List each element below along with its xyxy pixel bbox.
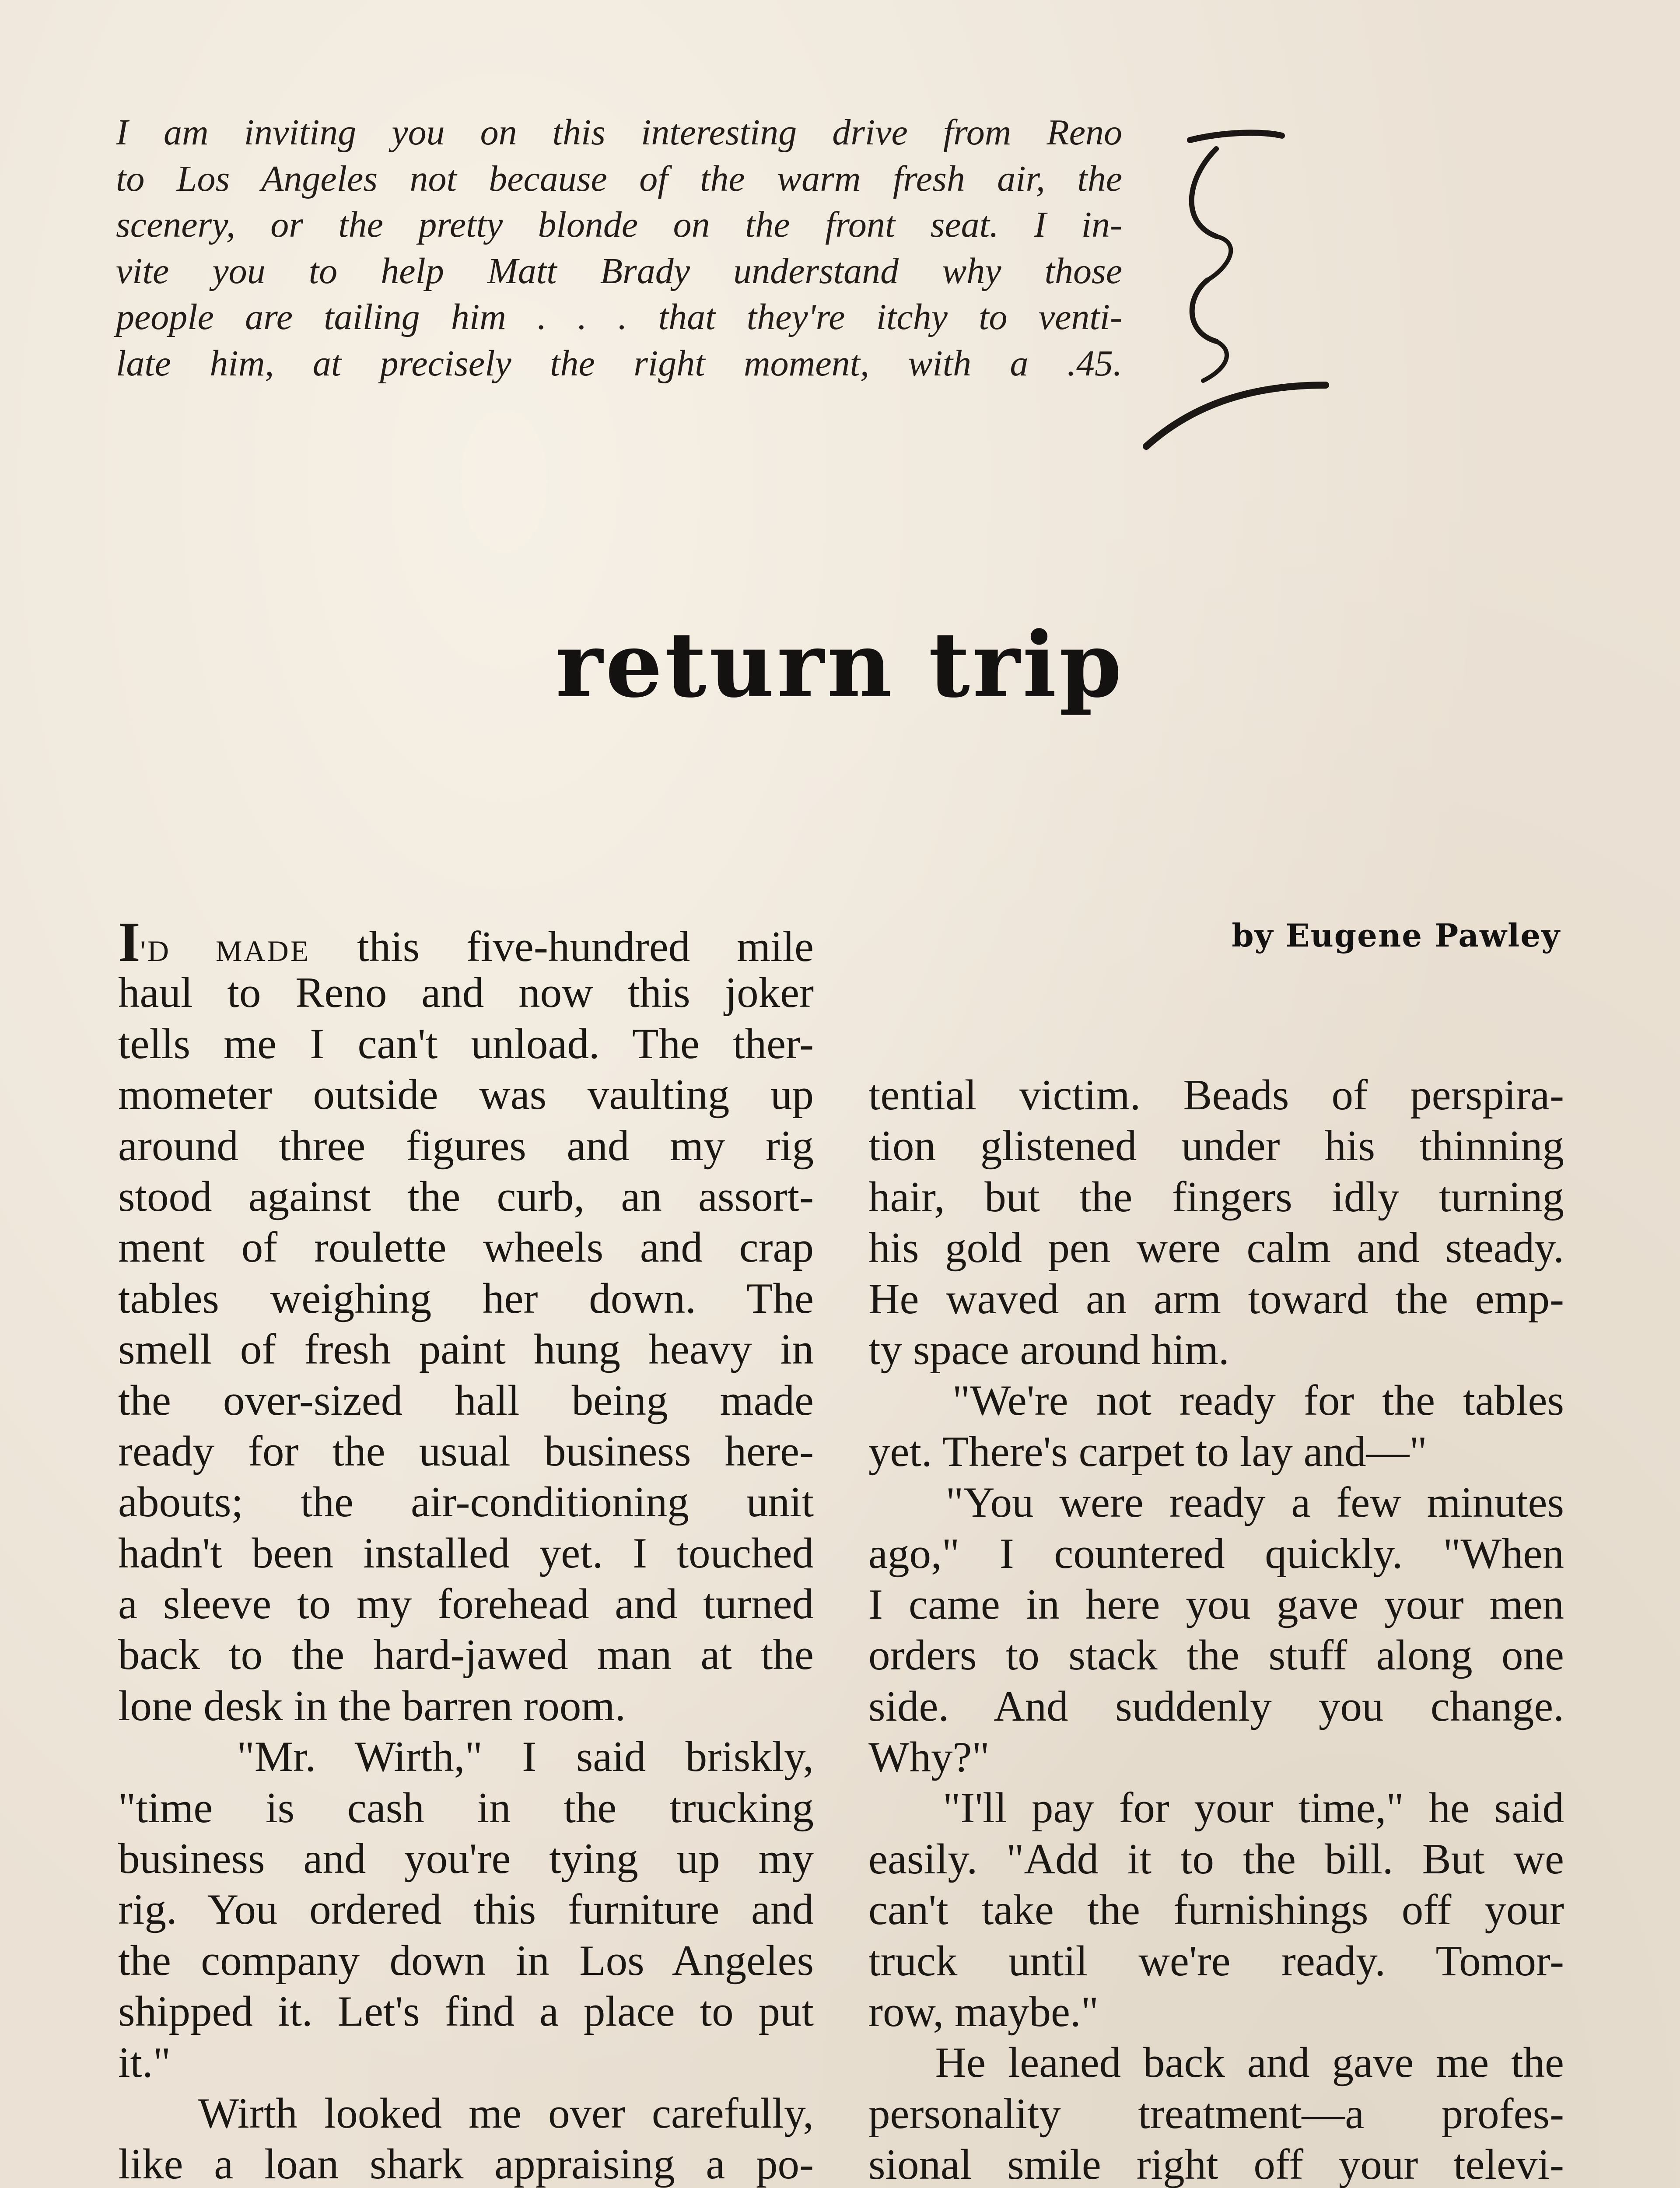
story-line: like a loan shark appraising a po-	[118, 2140, 814, 2188]
story-line: easily. "Add it to the bill. But we	[868, 1835, 1564, 1883]
story-line: orders to stack the stuff along one	[868, 1631, 1564, 1680]
story-line: tential victim. Beads of perspira-	[868, 1071, 1564, 1119]
intro-line: vite you to help Matt Brady understand why those	[116, 250, 1122, 291]
story-line: smell of fresh paint hung heavy in	[118, 1325, 814, 1374]
story-line: tables weighing her down. The	[118, 1274, 814, 1322]
story-line: He leaned back and gave me the	[868, 2039, 1564, 2087]
intro-line: I am inviting you on this interesting drive from Reno	[116, 112, 1122, 153]
drop-cap: I	[118, 911, 140, 974]
story-line: "Mr. Wirth," I said briskly,	[118, 1733, 814, 1781]
ornament-flourish	[1138, 123, 1339, 464]
opening-small-caps: 'D MADE	[140, 934, 311, 968]
story-line: mometer outside was vaulting up	[118, 1071, 814, 1119]
intro-line: people are tailing him . . . that they're itchy to venti-	[116, 297, 1122, 337]
story-line: lone desk in the barren room.	[118, 1682, 626, 1730]
intro-line: late him, at precisely the right moment, with a .45.	[116, 343, 1122, 384]
story-line	[118, 911, 814, 974]
story-line: stood against the curb, an assort-	[118, 1172, 814, 1220]
story-line: ago," I countered quickly. "When	[868, 1529, 1564, 1578]
story-line: ty space around him.	[868, 1325, 1229, 1374]
story-line: personality treatment—a profes-	[868, 2090, 1564, 2138]
story-line: abouts; the air-conditioning unit	[118, 1478, 814, 1526]
opening-line-text: this five-hundred mile	[310, 923, 814, 971]
story-line: "We're not ready for the tables	[868, 1377, 1564, 1425]
story-line: "time is cash in the trucking	[118, 1784, 814, 1832]
story-line: hadn't been installed yet. I touched	[118, 1529, 814, 1577]
text-column-right	[868, 1070, 1564, 2188]
author-byline: by Eugene Pawley	[1232, 917, 1561, 954]
intro-blurb	[116, 109, 1122, 386]
story-line: He waved an arm toward the emp-	[868, 1275, 1564, 1323]
story-line: back to the hard-jawed man at the	[118, 1631, 814, 1679]
story-line: shipped it. Let's find a place to put	[118, 1988, 814, 2036]
story-line: hair, but the fingers idly turning	[868, 1173, 1564, 1221]
story-line: ment of roulette wheels and crap	[118, 1224, 814, 1272]
story-line: the company down in Los Angeles	[118, 1936, 814, 1985]
story-line: side. And suddenly you change.	[868, 1682, 1564, 1730]
story-line: row, maybe."	[868, 1988, 1099, 2036]
story-line: yet. There's carpet to lay and—"	[868, 1427, 1427, 1476]
story-line: it."	[118, 2038, 171, 2086]
story-line: truck until we're ready. Tomor-	[868, 1937, 1564, 1985]
story-line: "I'll pay for your time," he said	[868, 1784, 1564, 1832]
story-line: "You were ready a few minutes	[868, 1479, 1564, 1527]
intro-line: scenery, or the pretty blonde on the front seat. I in-	[116, 204, 1122, 245]
story-line: Why?"	[868, 1733, 990, 1781]
story-title: return trip	[555, 613, 1125, 718]
story-line: tells me I can't unload. The ther-	[118, 1020, 814, 1068]
story-line: the over-sized hall being made	[118, 1376, 814, 1424]
story-line: a sleeve to my forehead and turned	[118, 1580, 814, 1628]
story-line: sional smile right off your televi-	[868, 2141, 1564, 2188]
story-line: rig. You ordered this furniture and	[118, 1886, 814, 1934]
story-line: ready for the usual business here-	[118, 1427, 814, 1475]
intro-line: to Los Angeles not because of the warm fresh air, the	[116, 158, 1122, 199]
story-line: around three figures and my rig	[118, 1122, 814, 1170]
story-line: haul to Reno and now this joker	[118, 969, 814, 1017]
story-line: Wirth looked me over carefully,	[118, 2089, 814, 2137]
story-line: his gold pen were calm and steady.	[868, 1224, 1564, 1272]
story-line: tion glistened under his thinning	[868, 1122, 1564, 1170]
story-line: business and you're tying up my	[118, 1835, 814, 1883]
story-line: can't take the furnishings off your	[868, 1886, 1564, 1934]
story-line: I came in here you gave your men	[868, 1580, 1564, 1628]
text-column-left	[118, 911, 814, 2188]
